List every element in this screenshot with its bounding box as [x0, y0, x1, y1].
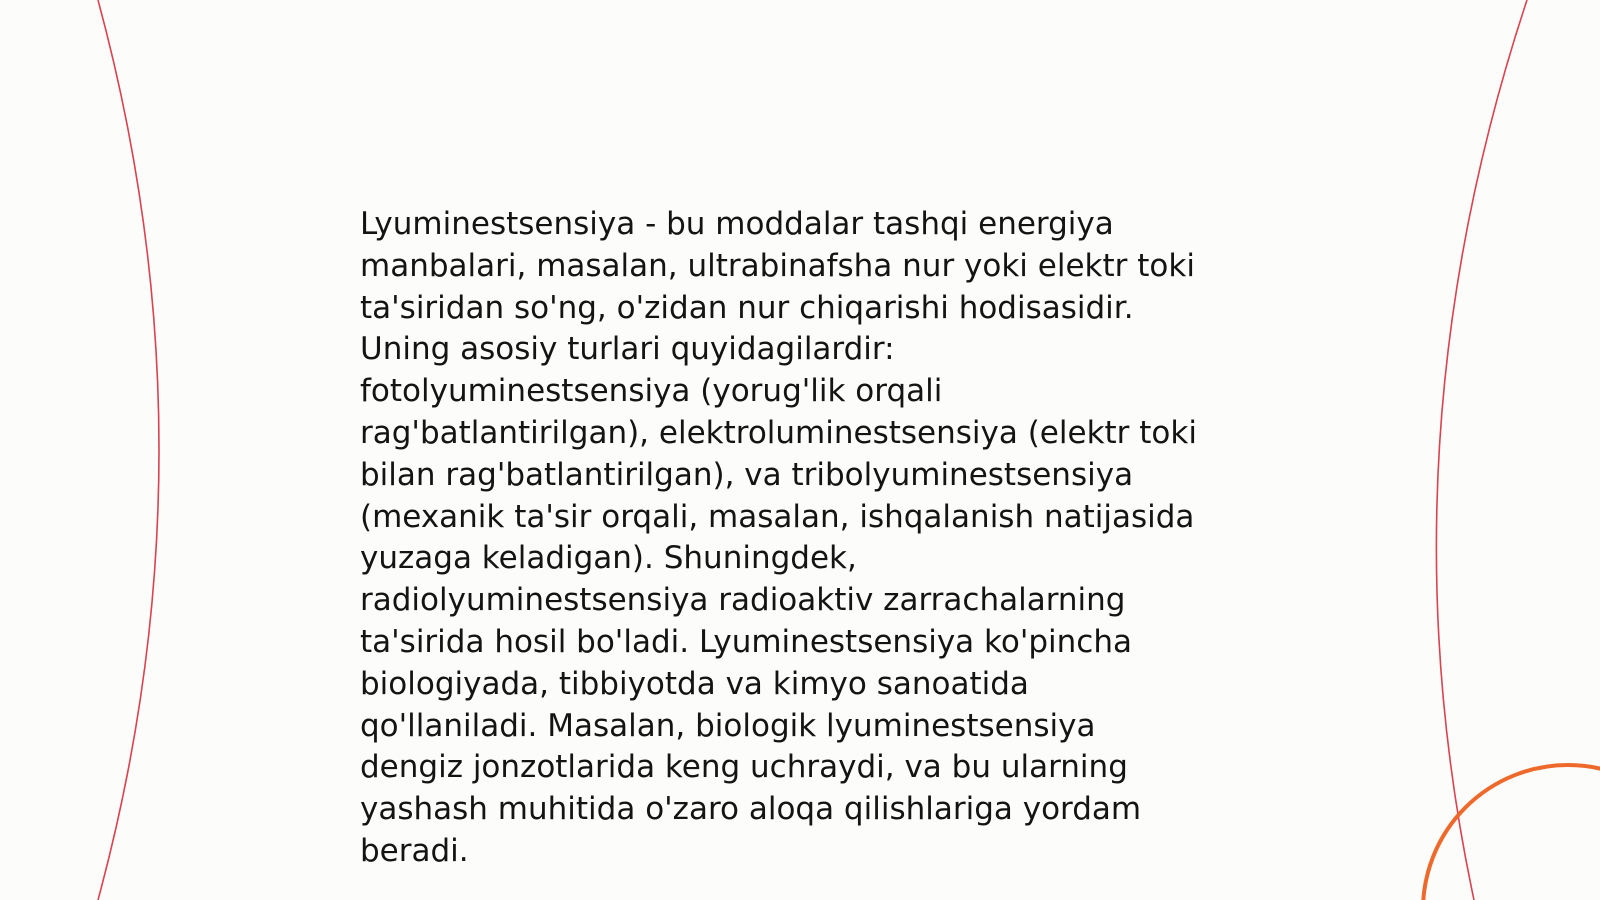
body-paragraph: Lyuminestsensiya - bu moddalar tashqi energiya manbalari, masalan, ultrabinafsha nur yoki elektr toki ta'siridan so'ng, o'zidan nur chiqarishi hodisasidir. Uning asosiy turlari quyidagilardir: fotolyuminestsensiya (yorug'lik orqali rag'batlantirilgan), elektroluminestsensiya (elektr toki bilan rag'batlantirilgan), va tribolyuminestsensiya (mexanik ta'sir orqali, masalan, ishqalanish natijasida yuzaga keladigan). Shuningdek, radiolyuminestsensiya radioaktiv zarrachalarning ta'sirida hosil bo'ladi. Lyuminestsensiya ko'pincha biologiyada, tibbiyotda va kimyo sanoatida qo'llaniladi. Masalan, biologik lyuminestsensiya dengiz jonzotlarida keng uchraydi, va bu ularning yashash muhitida o'zaro aloqa qilishlariga yordam beradi.: [360, 206, 1197, 869]
right-curve-line: [1436, 0, 1527, 900]
corner-arc: [1423, 765, 1600, 900]
left-curve-line: [98, 0, 159, 900]
